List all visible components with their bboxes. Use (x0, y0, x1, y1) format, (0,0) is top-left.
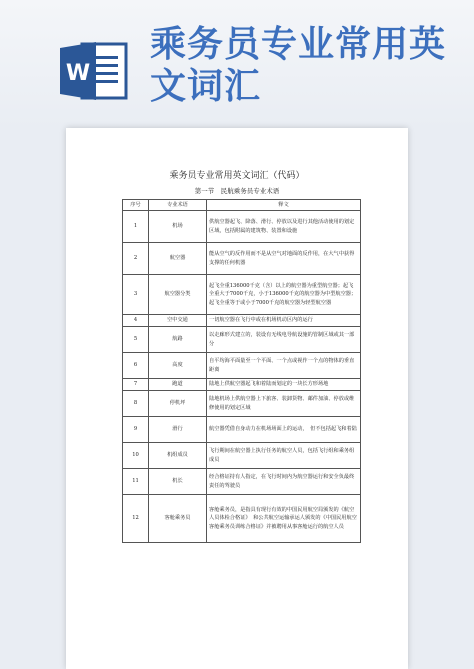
row-term: 航空器分类 (149, 275, 207, 315)
row-definition: 经合格证持有人指定，在飞行时间内为航空器运行和安全负最终责任的驾驶员 (207, 469, 361, 495)
row-term: 机组成员 (149, 443, 207, 469)
row-definition: 供航空器起飞、降落、滑行、停放以及进行其他活动使用的划定区域，包括附属的建筑物、装置和设施 (207, 211, 361, 243)
header-term: 专业术语 (149, 200, 207, 211)
row-definition: 一切航空器在飞行中或在机场机动区内的运行 (207, 315, 361, 327)
table-row (123, 443, 361, 469)
row-definition: 陆地机场上供航空器上下旅客、装卸货物、邮件加油、停放或维修使用的划定区域 (207, 391, 361, 417)
row-term: 航空器 (149, 243, 207, 275)
row-definition: 起飞全重136000千克（含）以上的航空器为重型航空器；起飞全重大于7000千克，小于136000千克的航空器为中型航空器；起飞全重等于或小于7000千克的航空器为轻型航空器 (207, 275, 361, 315)
row-term: 高度 (149, 353, 207, 379)
row-number: 6 (123, 353, 149, 379)
table-row (123, 275, 361, 315)
table-row (123, 353, 361, 379)
row-number: 10 (123, 443, 149, 469)
row-definition: 陆地上供航空器起飞和着陆而划定的一块长方形场地 (207, 379, 361, 391)
table-row (123, 469, 361, 495)
row-term: 空中交通 (149, 315, 207, 327)
row-number: 7 (123, 379, 149, 391)
row-number: 5 (123, 327, 149, 353)
row-definition: 客舱乘务员，是指具有现行有效的中国民用航空局颁发的《航空人员体检合格证》 和公共航空运输承运人颁发的《中国民用航空客舱乘务员训练合格证》并被聘用从事客舱运行的航空人员 (207, 495, 361, 543)
header-definition: 释文 (207, 200, 361, 211)
header-number: 序号 (123, 200, 149, 211)
row-term: 客舱乘务员 (149, 495, 207, 543)
table-row (123, 495, 361, 543)
table-row (123, 243, 361, 275)
table-row (123, 315, 361, 327)
row-term: 机长 (149, 469, 207, 495)
banner (0, 0, 474, 128)
row-number: 11 (123, 469, 149, 495)
row-term: 停机坪 (149, 391, 207, 417)
table-row (123, 211, 361, 243)
row-number: 1 (123, 211, 149, 243)
word-document-icon (60, 38, 130, 104)
row-definition: 自平均海平面量至一个平面、一个点或视作一个点的物体的垂直距离 (207, 353, 361, 379)
row-term: 跑道 (149, 379, 207, 391)
table-row (123, 379, 361, 391)
table-row (123, 391, 361, 417)
vocabulary-table (122, 199, 361, 543)
row-definition: 飞行期间在航空器上执行任务的航空人员，包括飞行组和乘务组成员 (207, 443, 361, 469)
row-number: 4 (123, 315, 149, 327)
row-definition: 航空器凭借自身动力在机场场面上的运动， 但不包括起飞和着陆 (207, 417, 361, 443)
document-title: 乘务员专业常用英文词汇（代码） (169, 171, 305, 181)
row-number: 9 (123, 417, 149, 443)
row-number: 12 (123, 495, 149, 543)
row-term: 滑行 (149, 417, 207, 443)
table-row (123, 327, 361, 353)
table-row (123, 417, 361, 443)
row-definition: 以走廊形式建立的，装设有无线电导航设施的管制区域或其一部分 (207, 327, 361, 353)
row-term: 航路 (149, 327, 207, 353)
row-number: 3 (123, 275, 149, 315)
row-number: 8 (123, 391, 149, 417)
word-icon-letter: W (65, 61, 91, 86)
row-term: 机场 (149, 211, 207, 243)
table-header-row (123, 200, 361, 211)
section-title: 第一节 民航乘务员专业术语 (194, 187, 280, 195)
banner-title: 乘务员专业常用英文词汇 (150, 24, 447, 107)
row-number: 2 (123, 243, 149, 275)
row-definition: 能从空气的反作用而不是从空气对地面的反作用，在大气中获得支撑的任何机器 (207, 243, 361, 275)
document-page (66, 128, 408, 669)
